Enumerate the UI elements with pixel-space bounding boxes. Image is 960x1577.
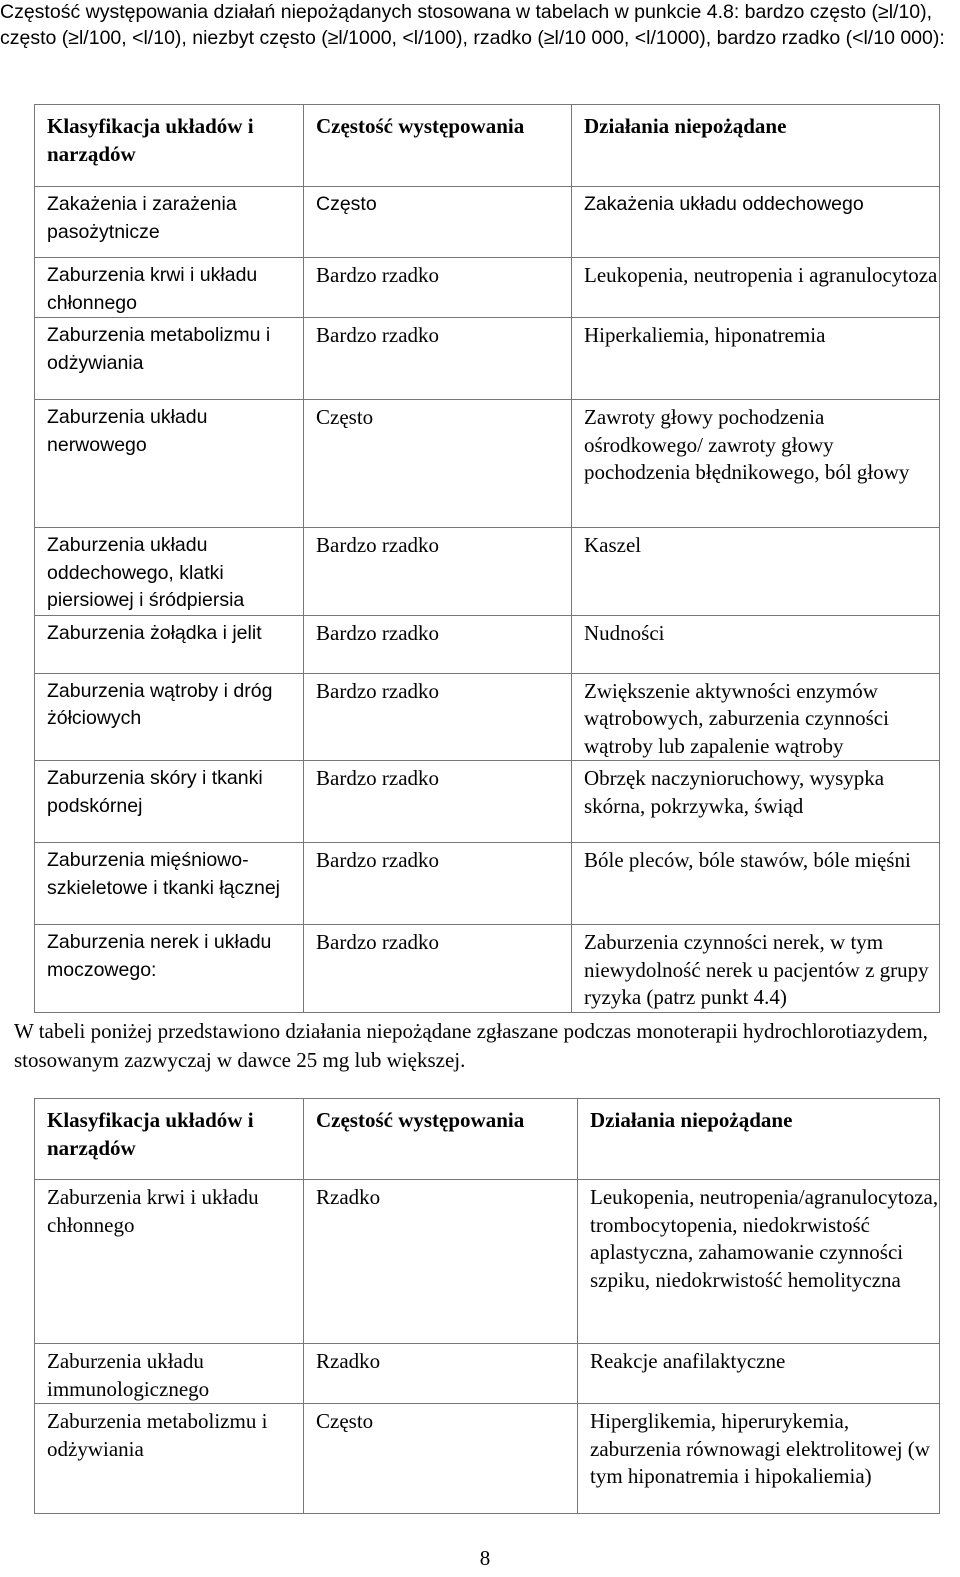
header-adverse-effects: Działania niepożądane — [572, 105, 940, 187]
soc-cell: Zaburzenia metabolizmu i odżywiania — [35, 1404, 304, 1514]
effect-cell: Zaburzenia czynności nerek, w tym niewydolność nerek u pacjentów z grupy ryzyka (patrz punkt 4.4) — [572, 925, 940, 1013]
intro-paragraph: Częstość występowania działań niepożądanych stosowana w tabelach w punkcie 4.8: bardzo często (≥l/10), często (≥l/100, <l/10), niezbyt często (≥l/1000, <l/100), rzadko (≥l/10 000, <l/1000), bardzo rzadko (<l/10 000): — [0, 1, 945, 49]
effect-cell: Reakcje anafilaktyczne — [578, 1344, 940, 1404]
frequency-cell: Bardzo rzadko — [304, 761, 572, 843]
soc-cell: Zakażenia i zarażenia pasożytnicze — [35, 187, 304, 258]
frequency-cell: Rzadko — [304, 1180, 578, 1344]
table-row — [35, 400, 940, 528]
page-number: 8 — [479, 1546, 491, 1570]
effect-cell: Kaszel — [572, 528, 940, 616]
table-row — [35, 925, 940, 1013]
table-row — [35, 673, 940, 761]
header-adverse-effects: Działania niepożądane — [578, 1099, 940, 1180]
adverse-reactions-table-2 — [34, 1098, 940, 1514]
effect-cell: Bóle pleców, bóle stawów, bóle mięśni — [572, 843, 940, 925]
soc-cell: Zaburzenia układu oddechowego, klatki piersiowej i śródpiersia — [35, 528, 304, 616]
effect-cell: Obrzęk naczynioruchowy, wysypka skórna, pokrzywka, świąd — [572, 761, 940, 843]
table-row — [35, 187, 940, 258]
frequency-cell: Bardzo rzadko — [304, 528, 572, 616]
frequency-cell: Bardzo rzadko — [304, 258, 572, 318]
frequency-cell: Bardzo rzadko — [304, 318, 572, 400]
soc-cell: Zaburzenia układu nerwowego — [35, 400, 304, 528]
frequency-cell: Bardzo rzadko — [304, 843, 572, 925]
effect-cell: Zakażenia układu oddechowego — [572, 187, 940, 258]
soc-cell: Zaburzenia wątroby i dróg żółciowych — [35, 673, 304, 761]
frequency-cell: Często — [304, 400, 572, 528]
soc-cell: Zaburzenia mięśniowo-szkieletowe i tkanki łącznej — [35, 843, 304, 925]
header-soc: Klasyfikacja układów i narządów — [35, 1099, 304, 1180]
effect-cell: Leukopenia, neutropenia i agranulocytoza — [572, 258, 940, 318]
frequency-cell: Często — [304, 187, 572, 258]
table-row — [35, 1344, 940, 1404]
adverse-reactions-table-1 — [34, 104, 940, 1013]
effect-cell: Zawroty głowy pochodzenia ośrodkowego/ zawroty głowy pochodzenia błędnikowego, ból głowy — [572, 400, 940, 528]
frequency-cell: Często — [304, 1404, 578, 1514]
soc-cell: Zaburzenia metabolizmu i odżywiania — [35, 318, 304, 400]
effect-cell: Zwiększenie aktywności enzymów wątrobowych, zaburzenia czynności wątroby lub zapalenie wątroby — [572, 673, 940, 761]
soc-cell: Zaburzenia skóry i tkanki podskórnej — [35, 761, 304, 843]
table-header-row — [35, 105, 940, 187]
table-row — [35, 1180, 940, 1344]
header-frequency: Częstość występowania — [304, 1099, 578, 1180]
soc-cell: Zaburzenia nerek i układu moczowego: — [35, 925, 304, 1013]
frequency-cell: Bardzo rzadko — [304, 615, 572, 673]
effect-cell: Leukopenia, neutropenia/agranulocytoza, trombocytopenia, niedokrwistość aplastyczna, zahamowanie czynności szpiku, niedokrwistość hemolityczna — [578, 1180, 940, 1344]
table-header-row — [35, 1099, 940, 1180]
table-row — [35, 1404, 940, 1514]
frequency-cell: Rzadko — [304, 1344, 578, 1404]
soc-cell: Zaburzenia krwi i układu chłonnego — [35, 1180, 304, 1344]
header-frequency: Częstość występowania — [304, 105, 572, 187]
effect-cell: Hiperglikemia, hiperurykemia, zaburzenia równowagi elektrolitowej (w tym hiponatremia i hipokaliemia) — [578, 1404, 940, 1514]
frequency-cell: Bardzo rzadko — [304, 673, 572, 761]
table-row — [35, 528, 940, 616]
soc-cell: Zaburzenia krwi i układu chłonnego — [35, 258, 304, 318]
table-row — [35, 615, 940, 673]
effect-cell: Hiperkaliemia, hiponatremia — [572, 318, 940, 400]
frequency-cell: Bardzo rzadko — [304, 925, 572, 1013]
table-row — [35, 843, 940, 925]
table-row — [35, 258, 940, 318]
table-row — [35, 318, 940, 400]
header-soc: Klasyfikacja układów i narządów — [35, 105, 304, 187]
soc-cell: Zaburzenia układu immunologicznego — [35, 1344, 304, 1404]
hydrochlorothiazide-paragraph: W tabeli poniżej przedstawiono działania niepożądane zgłaszane podczas monoterapii hydrochlorotiazydem, stosowanym zazwyczaj w dawce 25 mg lub większej. — [14, 1019, 928, 1072]
effect-cell: Nudności — [572, 615, 940, 673]
table-row — [35, 761, 940, 843]
soc-cell: Zaburzenia żołądka i jelit — [35, 615, 304, 673]
